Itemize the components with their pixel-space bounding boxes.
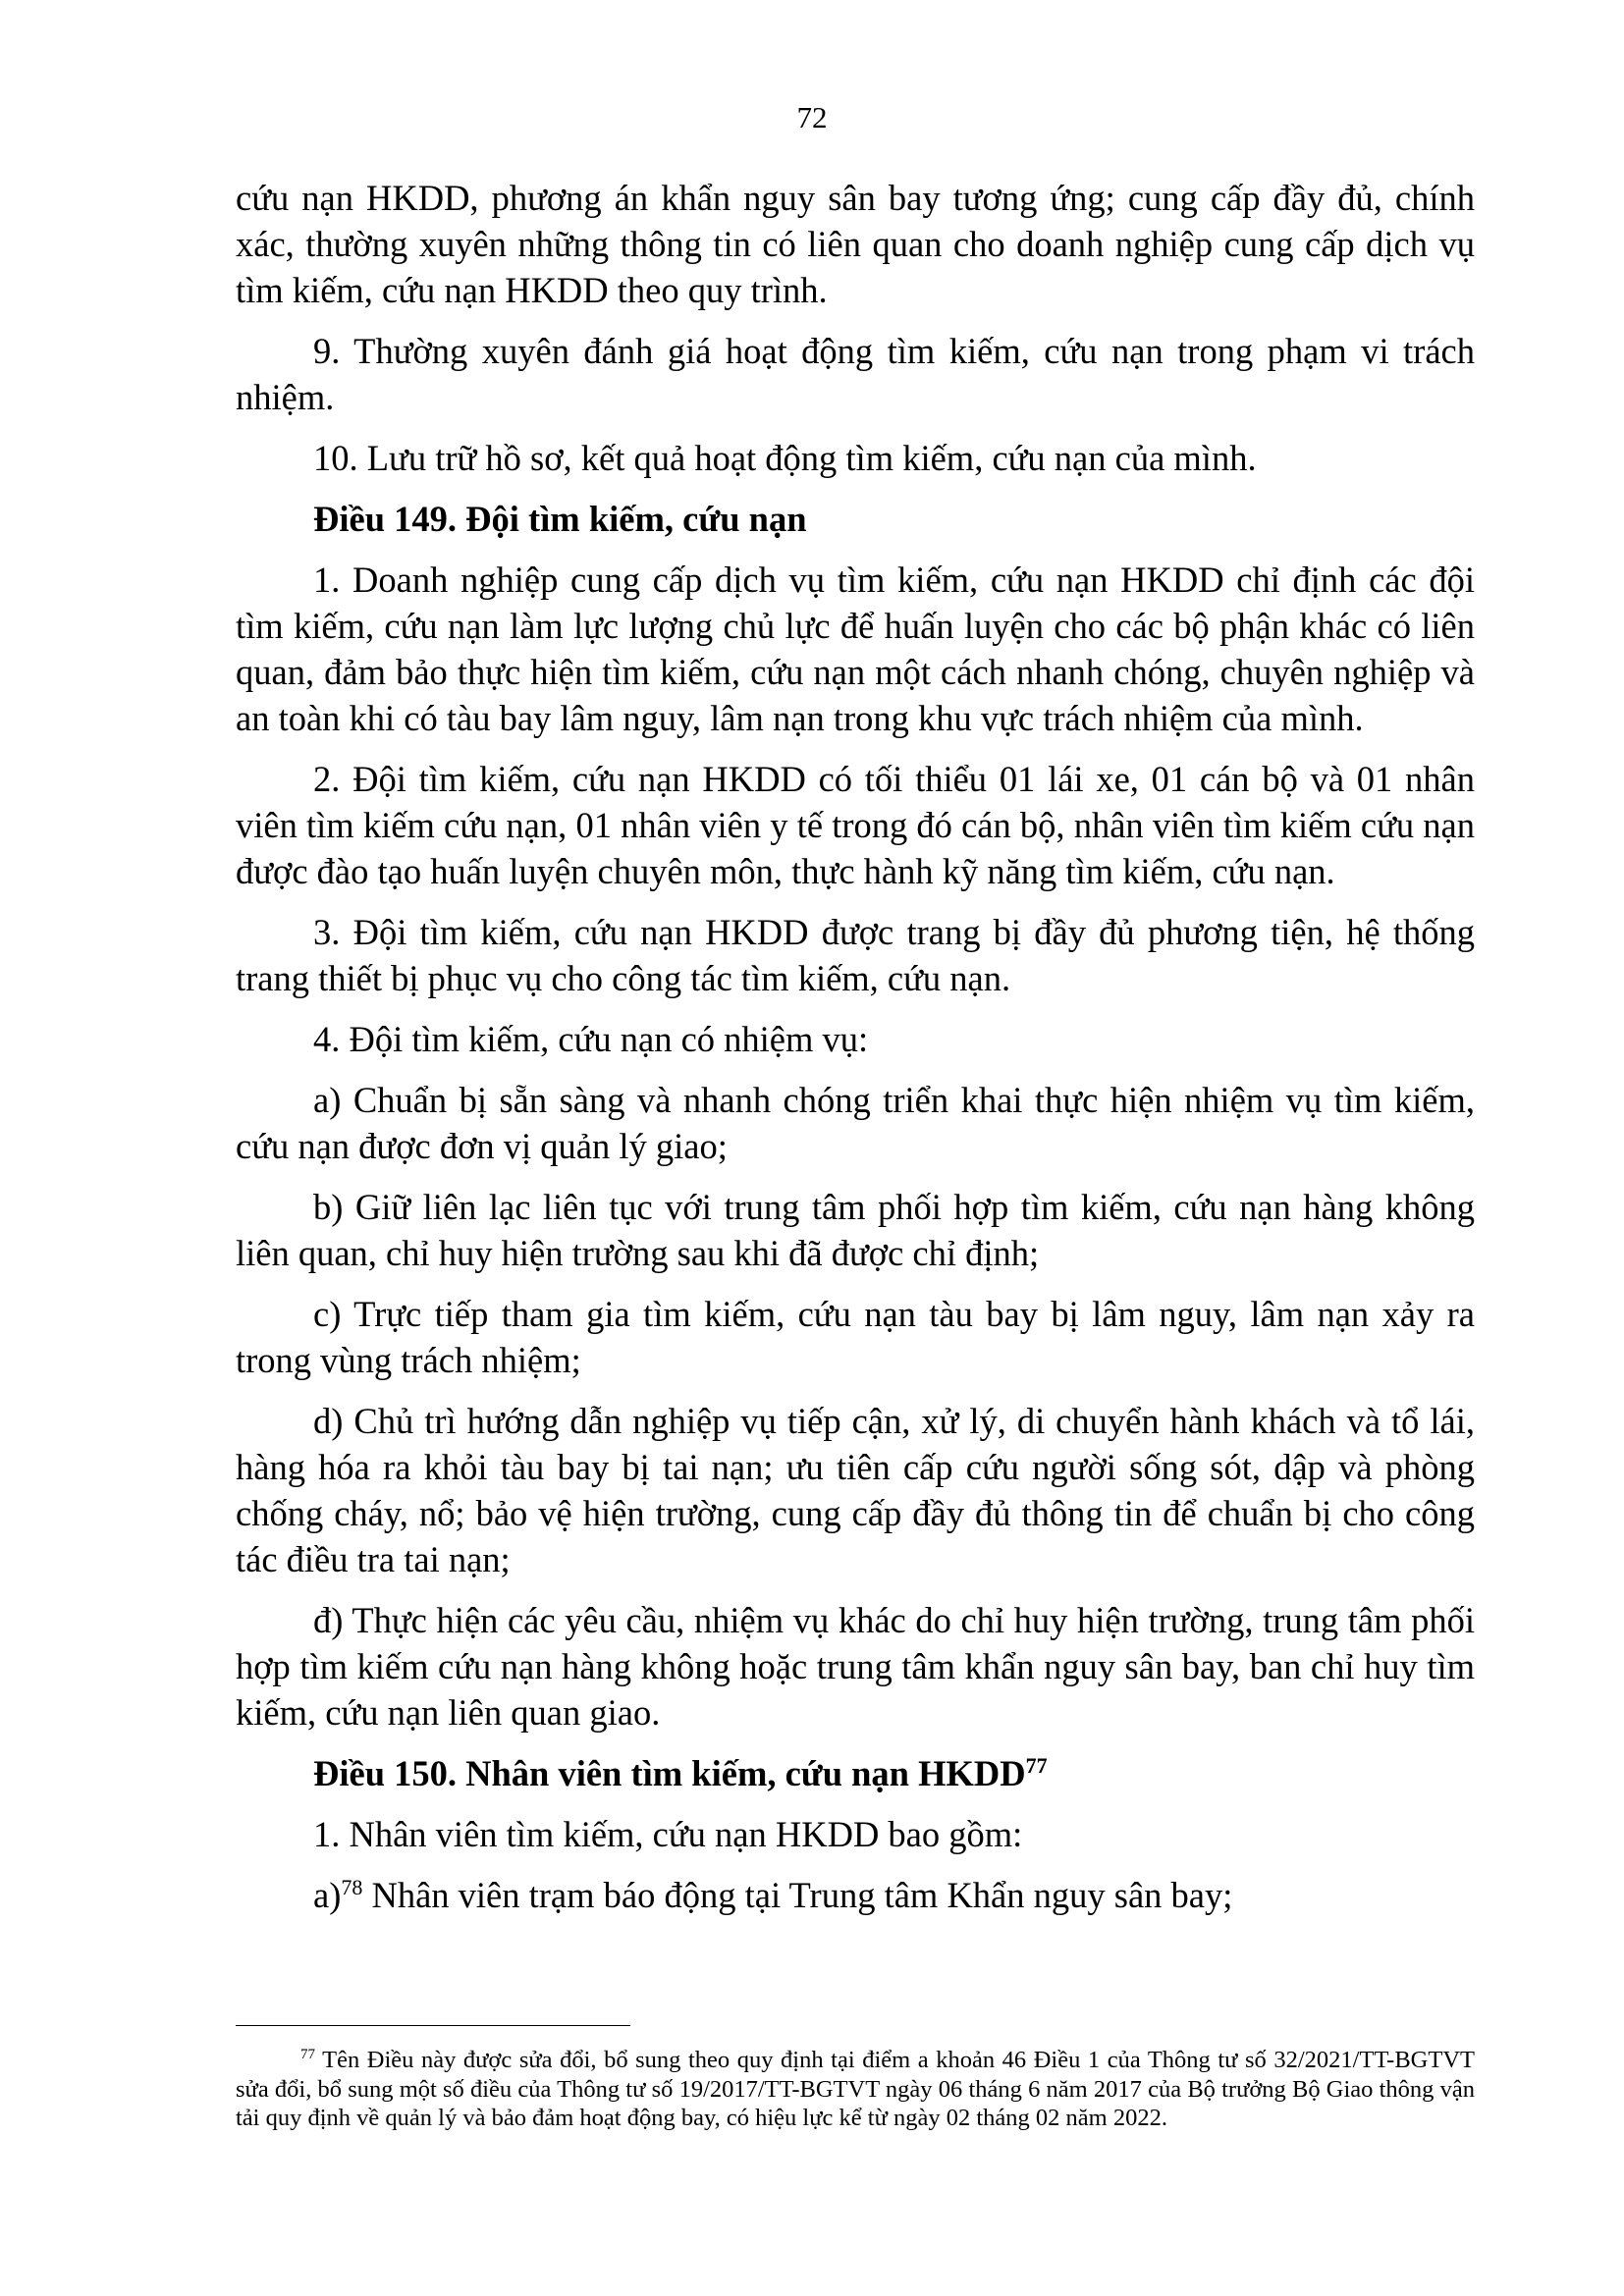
footnote-ref-78: 78 [341, 1874, 363, 1899]
paragraph-149-4: 4. Đội tìm kiếm, cứu nạn có nhiệm vụ: [313, 1019, 869, 1059]
article-149-heading: Điều 149. Đội tìm kiếm, cứu nạn [313, 499, 807, 539]
footnote-77 [236, 2046, 1475, 2133]
paragraph-150-1a [236, 1872, 1475, 1918]
paragraph-continuation: cứu nạn HKDD, phương án khẩn nguy sân bay tương ứng; cung cấp đầy đủ, chính xác, thường xuyên những thông tin có liên quan cho doanh nghiệp cung cấp dịch vụ tìm kiếm, cứu nạn HKDD theo quy trình. [236, 178, 1475, 310]
body-text [236, 175, 1475, 1933]
page-number: 72 [796, 100, 828, 134]
item-a-text: Nhân viên trạm báo động tại Trung tâm Khẩn nguy sân bay; [362, 1875, 1233, 1915]
paragraph-150-1: 1. Nhân viên tìm kiếm, cứu nạn HKDD bao gồm: [313, 1814, 1023, 1854]
article-150-title: Điều 150. Nhân viên tìm kiếm, cứu nạn HKDD [313, 1753, 1026, 1793]
paragraph-149-1: 1. Doanh nghiệp cung cấp dịch vụ tìm kiếm, cứu nạn HKDD chỉ định các đội tìm kiếm, cứu nạn làm lực lượng chủ lực để huấn luyện cho các bộ phận khác có liên quan, đảm bảo thực hiện tìm kiếm, cứu nạn một cách nhanh chóng, chuyên nghiệp và an toàn khi có tàu bay lâm nguy, lâm nạn trong khu vực trách nhiệm của mình. [236, 560, 1475, 738]
footnote-ref-77: 77 [1025, 1752, 1048, 1778]
footnote-text: Tên Điều này được sửa đổi, bổ sung theo quy định tại điểm a khoản 46 Điều 1 của Thông tư số 32/2021/TT-BGTVT sửa đổi, bổ sung một số điều của Thông tư số 19/2017/TT-BGTVT ngày 06 tháng 6 năm 2017 của Bộ trưởng Bộ Giao thông vận tải quy định về quản lý và bảo đảm hoạt động bay, có hiệu lực kể từ ngày 02 tháng 02 năm 2022. [236, 2047, 1475, 2131]
paragraph-149-2: 2. Đội tìm kiếm, cứu nạn HKDD có tối thiểu 01 lái xe, 01 cán bộ và 01 nhân viên tìm kiếm cứu nạn, 01 nhân viên y tế trong đó cán bộ, nhân viên tìm kiếm cứu nạn được đào tạo huấn luyện chuyên môn, thực hành kỹ năng tìm kiếm, cứu nạn. [236, 759, 1475, 891]
paragraph-149-4b: b) Giữ liên lạc liên tục với trung tâm phối hợp tìm kiếm, cứu nạn hàng không liên quan, chỉ huy hiện trường sau khi đã được chỉ định; [236, 1187, 1475, 1273]
footnote-marker: 77 [300, 2046, 315, 2062]
paragraph-149-4a: a) Chuẩn bị sẵn sàng và nhanh chóng triển khai thực hiện nhiệm vụ tìm kiếm, cứu nạn được đơn vị quản lý giao; [236, 1080, 1475, 1166]
item-label-a: a) [313, 1875, 342, 1915]
paragraph-149-4d: d) Chủ trì hướng dẫn nghiệp vụ tiếp cận, xử lý, di chuyển hành khách và tổ lái, hàng hóa ra khỏi tàu bay bị tai nạn; ưu tiên cấp cứu người sống sót, dập và phòng chống cháy, nổ; bảo vệ hiện trường, cung cấp đầy đủ thông tin để chuẩn bị cho công tác điều tra tai nạn; [236, 1401, 1475, 1579]
paragraph-149-3: 3. Đội tìm kiếm, cứu nạn HKDD được trang bị đầy đủ phương tiện, hệ thống trang thiết bị phục vụ cho công tác tìm kiếm, cứu nạn. [236, 912, 1475, 998]
paragraph-149-4c: c) Trực tiếp tham gia tìm kiếm, cứu nạn tàu bay bị lâm nguy, lâm nạn xảy ra trong vùng trách nhiệm; [236, 1294, 1475, 1380]
paragraph-item-10: 10. Lưu trữ hồ sơ, kết quả hoạt động tìm kiếm, cứu nạn của mình. [313, 438, 1257, 478]
paragraph-149-4dd: đ) Thực hiện các yêu cầu, nhiệm vụ khác do chỉ huy hiện trường, trung tâm phối hợp tìm kiếm cứu nạn hàng không hoặc trung tâm khẩn nguy sân bay, ban chỉ huy tìm kiếm, cứu nạn liên quan giao. [236, 1600, 1475, 1733]
article-150-heading [236, 1750, 1475, 1796]
paragraph-item-9: 9. Thường xuyên đánh giá hoạt động tìm kiếm, cứu nạn trong phạm vi trách nhiệm. [236, 331, 1475, 417]
footnote-separator [236, 2025, 630, 2026]
